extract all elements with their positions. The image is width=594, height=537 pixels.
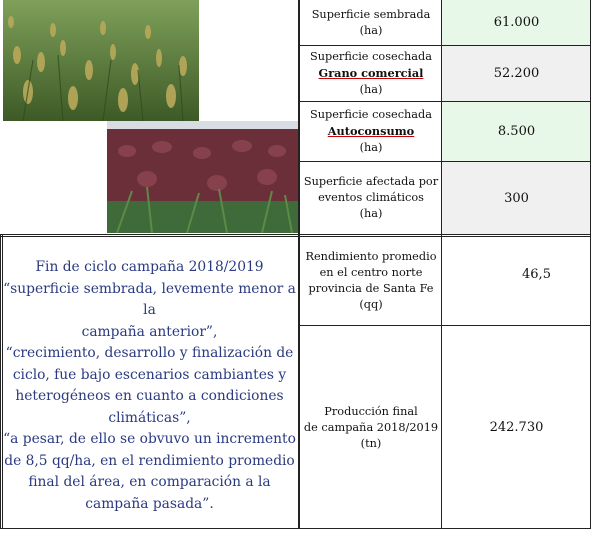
- row-grano-comercial-label: Superficie cosechada Grano comercial (ha): [310, 50, 432, 96]
- row-produccion-label: Producción final de campaña 2018/2019 (tn): [303, 404, 439, 450]
- row-eventos-climaticos-value: 300: [442, 162, 591, 234]
- campaign-summary-quote: Fin de ciclo campaña 2018/2019 “superficie sembrada, levemente menor a la campaña anterior”, “crecimiento, desarrollo y finalización de ciclo, fue bajo escenarios cambiantes y heterogéneos en cuanto a condiciones climáticas”, “a pesar, de ello se obvuvo un incremento de 8,5 qq/ha, en el rendimiento promedio final del área, en comparación a la campaña pasada”.: [3, 259, 296, 512]
- row-superficie-sembrada-value: 61.000: [442, 0, 591, 45]
- row-produccion-value: 242.730: [489, 420, 544, 435]
- row-rendimiento-label: Rendimiento promedio en el centro norte provincia de Santa Fe (qq): [305, 250, 437, 311]
- row-eventos-climaticos-label: Superficie afectada por eventos climáticos (ha): [303, 175, 439, 220]
- sorghum-field-photo: [3, 0, 199, 121]
- red-sorghum-field-photo: [107, 121, 298, 233]
- row-autoconsumo-label: Superficie cosechada Autoconsumo (ha): [310, 108, 432, 154]
- row-autoconsumo-value: 8.500: [442, 102, 591, 161]
- row-rendimiento-value: 46,5: [522, 266, 551, 282]
- row-superficie-sembrada-label: Superficie sembrada (ha): [311, 7, 431, 37]
- row-grano-comercial-value: 52.200: [442, 46, 591, 101]
